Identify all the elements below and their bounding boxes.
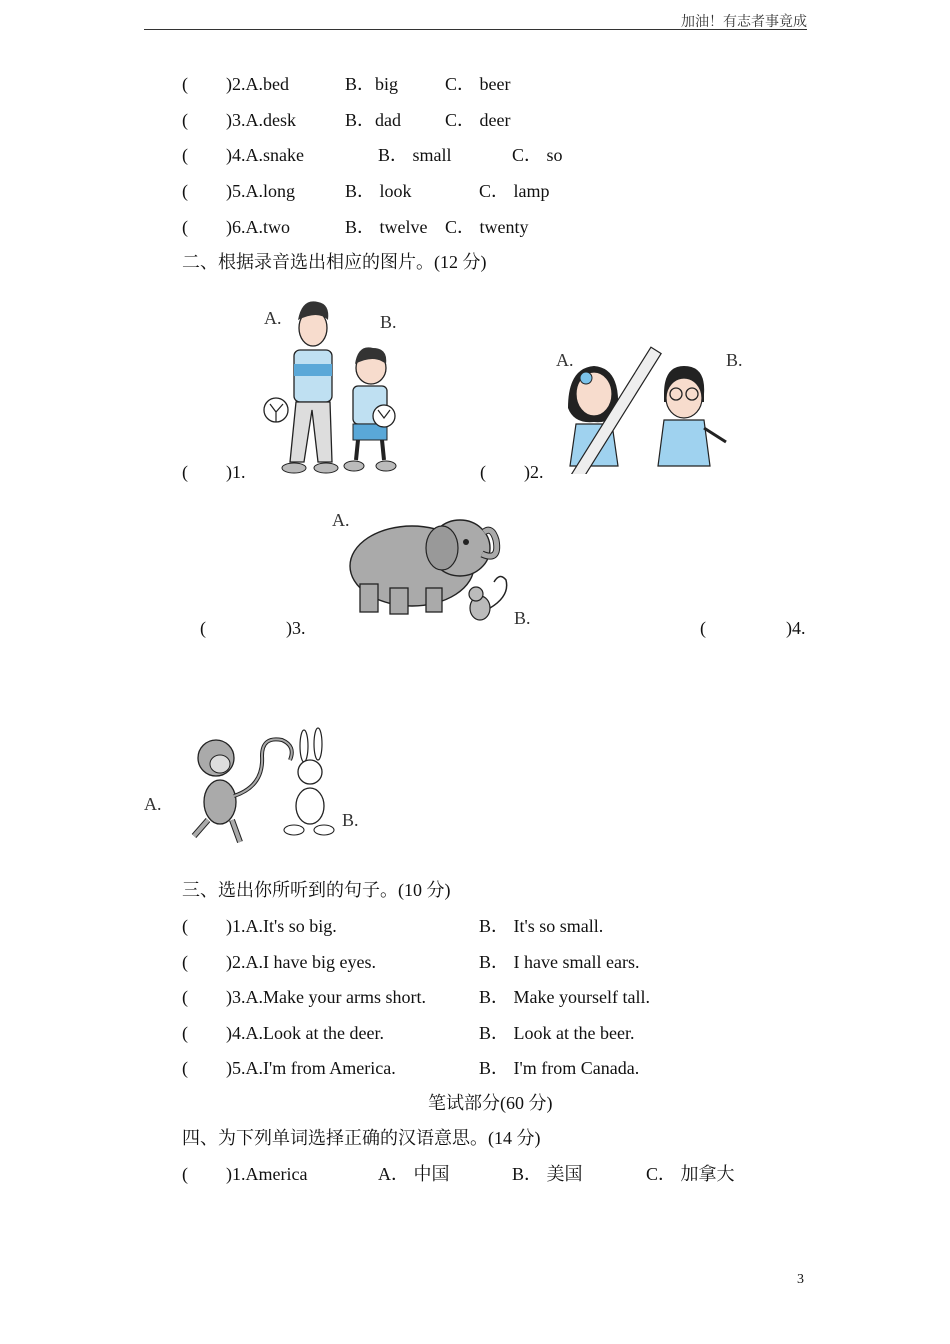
part3-title: 三、选出你所听到的句子。(10 分) xyxy=(182,880,451,900)
page-number: 3 xyxy=(797,1272,804,1287)
q2-label-b: B. xyxy=(726,350,743,370)
q3-label-a: A. xyxy=(332,510,350,530)
q2-girls-picture xyxy=(554,338,749,474)
header-motto: 加油！有志者事竟成 xyxy=(681,15,807,30)
q1-label-b: B. xyxy=(380,312,397,332)
q4-label-a: A. xyxy=(144,794,162,814)
q4-monkey-rabbit-picture xyxy=(144,726,364,850)
q1-boys-picture xyxy=(256,292,406,476)
page-header xyxy=(144,9,807,30)
written-section-title: 笔试部分(60 分) xyxy=(428,1093,553,1113)
q1-label-a: A. xyxy=(264,308,282,328)
q4-label-b: B. xyxy=(342,810,359,830)
q3-label-b: B. xyxy=(514,608,531,628)
part2-title: 二、根据录音选出相应的图片。(12 分) xyxy=(182,252,487,272)
q2-label-a: A. xyxy=(556,350,574,370)
part4-title: 四、为下列单词选择正确的汉语意思。(14 分) xyxy=(182,1128,541,1148)
q3-elephant-mouse-picture xyxy=(330,504,536,632)
